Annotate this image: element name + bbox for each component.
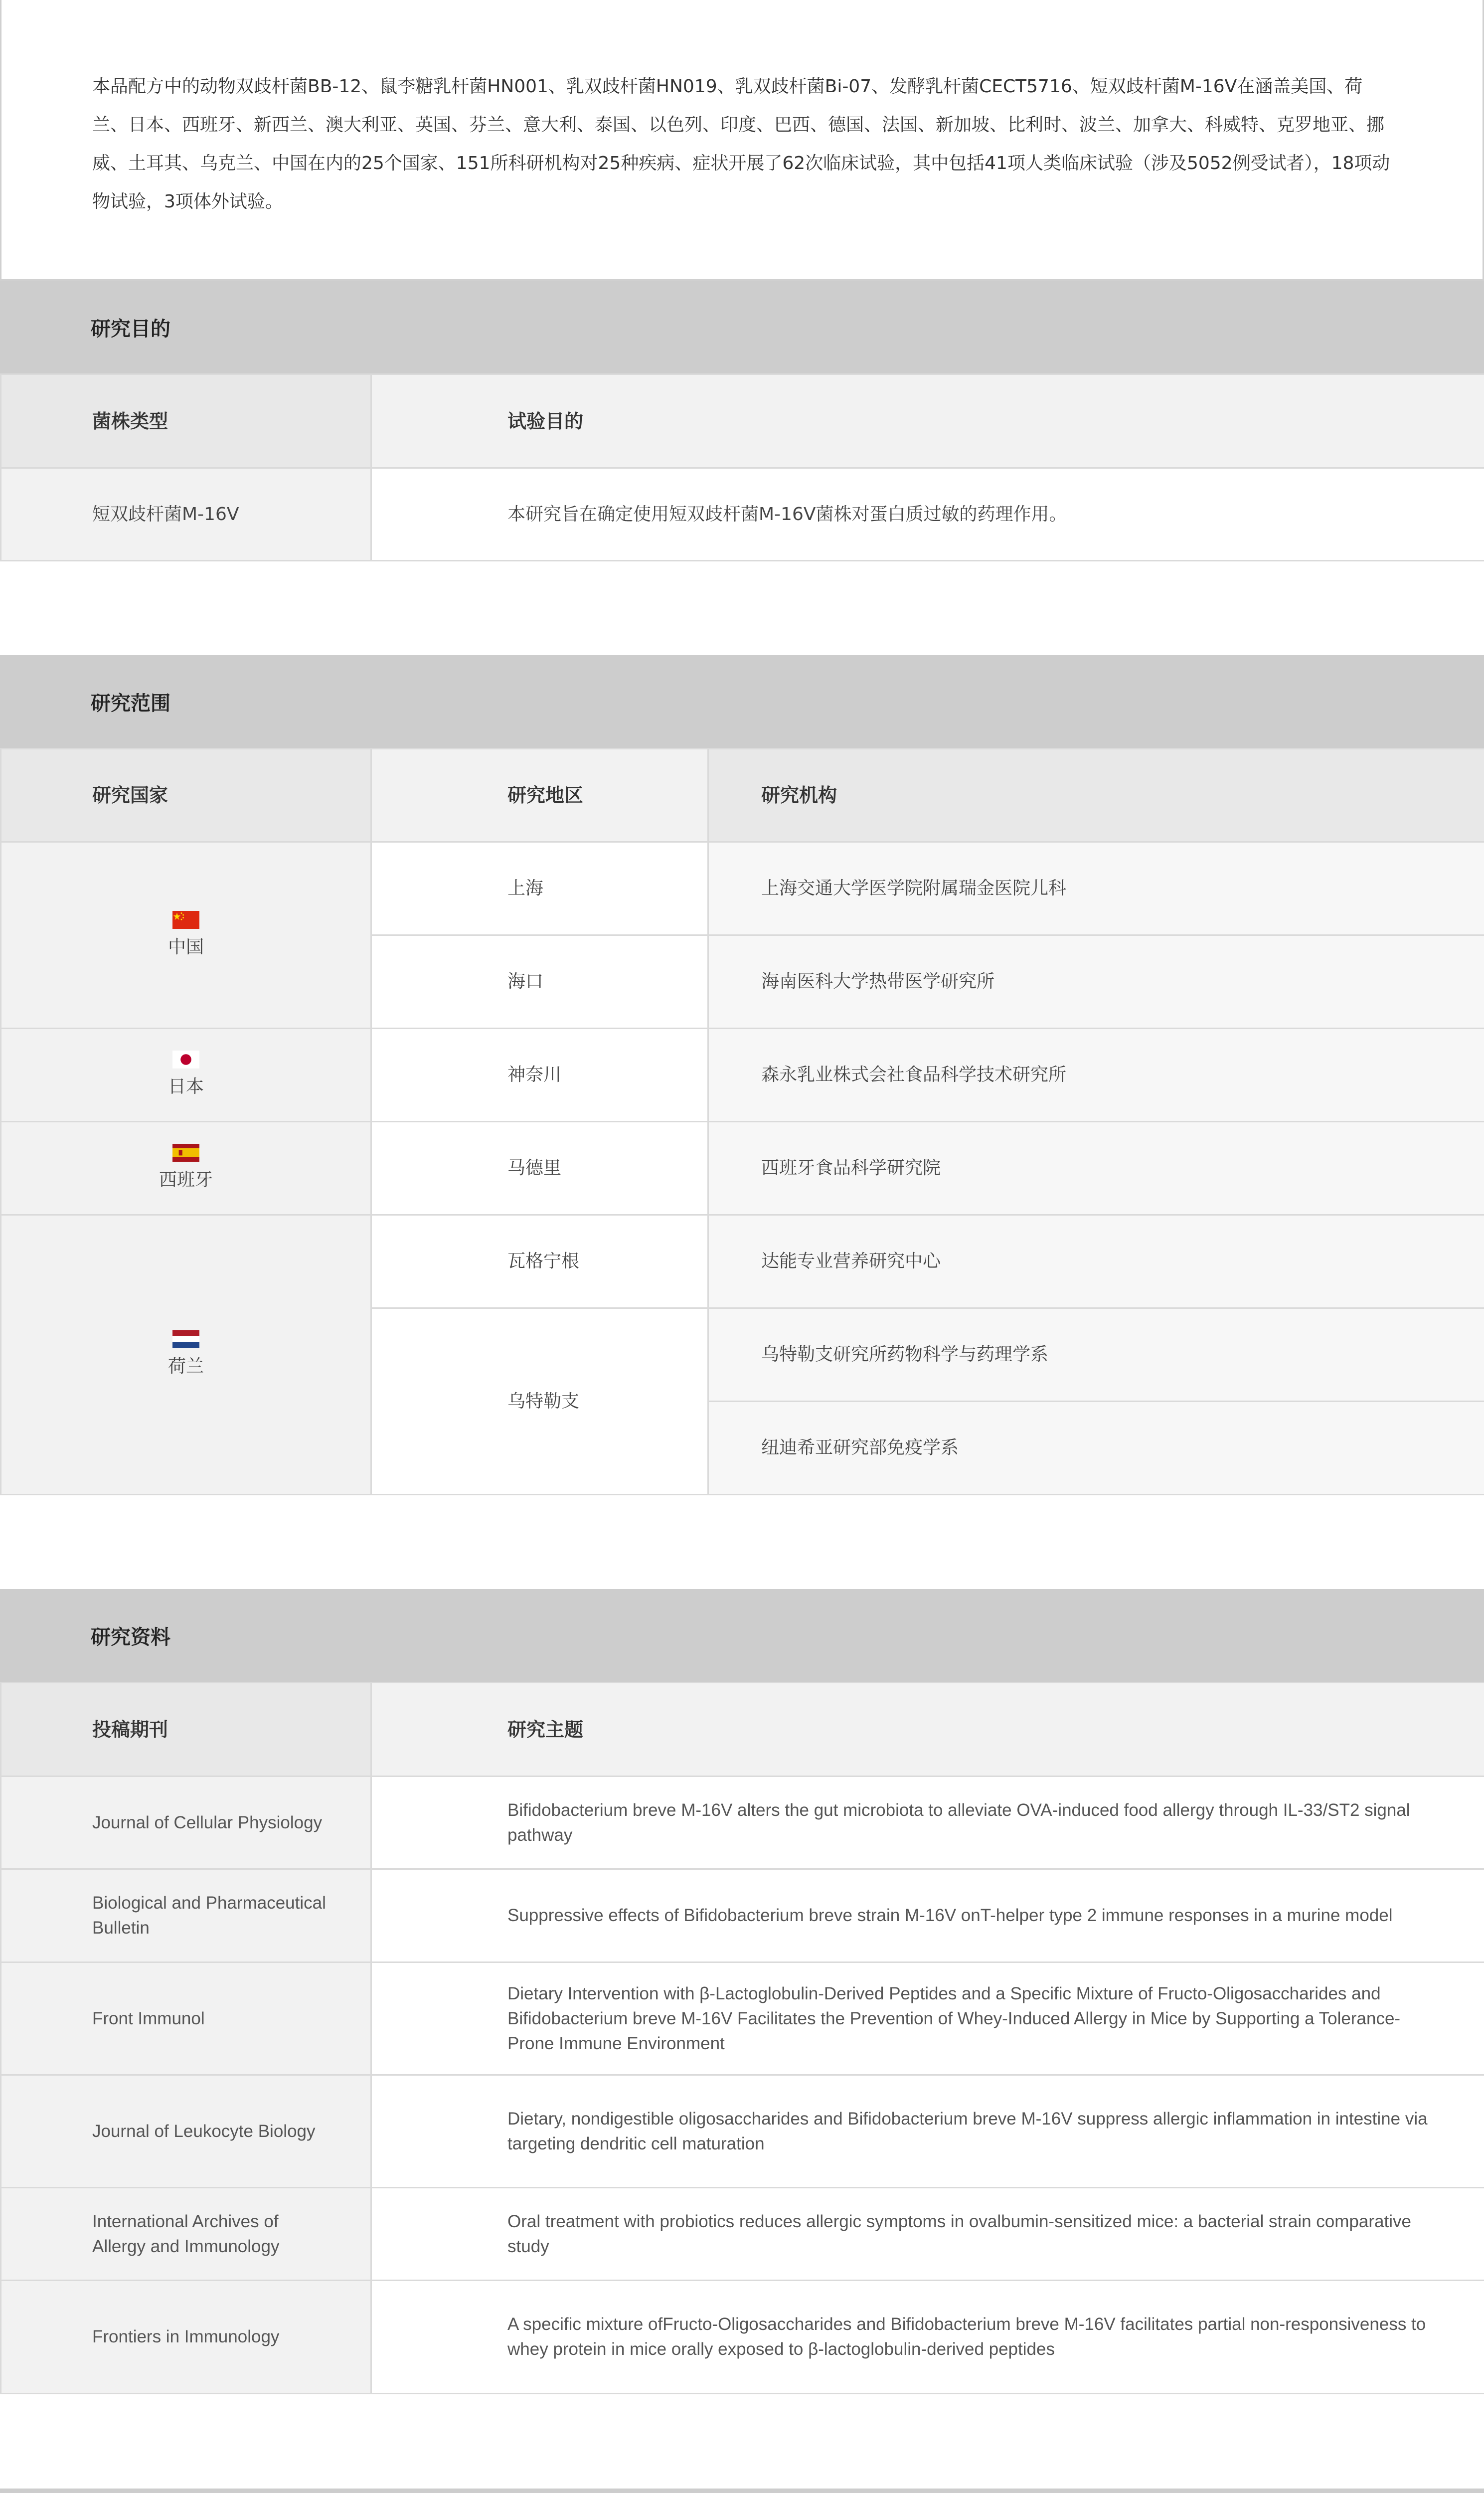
country-name: 西班牙 <box>159 1170 213 1190</box>
journal-name: Frontiers in Immunology <box>1 2281 371 2394</box>
scope-table <box>0 748 1484 1495</box>
materials-title: 研究资料 <box>0 1589 1484 1682</box>
region-haikou: 海口 <box>371 935 708 1029</box>
scope-col-country: 研究国家 <box>1 749 371 842</box>
scope-title: 研究范围 <box>0 655 1484 748</box>
materials-section <box>0 1589 1484 2394</box>
table-row <box>1 2281 1484 2394</box>
institution-utrecht-pharma: 乌特勒支研究所药物科学与药理学系 <box>708 1308 1484 1402</box>
purpose-table <box>0 373 1484 561</box>
scope-section <box>0 655 1484 1495</box>
materials-col-journal: 投稿期刊 <box>1 1683 371 1777</box>
region-shanghai: 上海 <box>371 842 708 935</box>
sample-title <box>0 2489 1484 2493</box>
institution-hainan: 海南医科大学热带医学研究所 <box>708 935 1484 1029</box>
table-row <box>1 1777 1484 1869</box>
table-row <box>1 2075 1484 2188</box>
purpose-section <box>0 281 1484 561</box>
journal-name: Journal of Cellular Physiology <box>1 1777 371 1869</box>
institution-nutricia: 纽迪希亚研究部免疫学系 <box>708 1402 1484 1495</box>
country-china <box>1 842 371 1029</box>
country-name: 荷兰 <box>167 1356 204 1377</box>
purpose-strain: 短双歧杆菌M-16V <box>1 468 371 561</box>
table-row <box>1 1869 1484 1962</box>
scope-col-region: 研究地区 <box>371 749 708 842</box>
purpose-title: 研究目的 <box>0 281 1484 373</box>
study-topic: A specific mixture ofFructo-Oligosaccharides and Bifidobacterium breve M-16V facilitates partial non-responsiveness to whey protein in mice orally exposed to β-lactoglobulin-derived peptides <box>371 2281 1484 2394</box>
study-topic: Dietary Intervention with β-Lactoglobulin-Derived Peptides and a Specific Mixture of Fructo-Oligosaccharides and Bifidobacterium breve M-16V Facilitates the Prevention of Whey-Induced Allergy in Mice by Supporting a Tolerance-Prone Immune Environment <box>371 1962 1484 2075</box>
country-name: 日本 <box>167 1076 204 1097</box>
journal-name: Front Immunol <box>1 1962 371 2075</box>
intro-panel <box>0 0 1484 281</box>
journal-name: International Archives of Allergy and Immunology <box>1 2188 371 2281</box>
region-wageningen: 瓦格宁根 <box>371 1215 708 1308</box>
purpose-col-strain: 菌株类型 <box>1 374 371 468</box>
netherlands-flag-icon <box>172 1330 199 1348</box>
purpose-goal: 本研究旨在确定使用短双歧杆菌M-16V菌株对蛋白质过敏的药理作用。 <box>371 468 1484 561</box>
purpose-col-goal: 试验目的 <box>371 374 1484 468</box>
study-topic: Oral treatment with probiotics reduces allergic symptoms in ovalbumin-sensitized mice: a bacterial strain comparative study <box>371 2188 1484 2281</box>
journal-name: Biological and Pharmaceutical Bulletin <box>1 1869 371 1962</box>
materials-col-topic: 研究主题 <box>371 1683 1484 1777</box>
sample-section <box>0 2489 1484 2493</box>
study-topic: Suppressive effects of Bifidobacterium breve strain M-16V onT-helper type 2 immune responses in a murine model <box>371 1869 1484 1962</box>
region-kanagawa: 神奈川 <box>371 1029 708 1122</box>
institution-morinaga: 森永乳业株式会社食品科学技术研究所 <box>708 1029 1484 1122</box>
country-name: 中国 <box>167 936 204 957</box>
spain-flag-icon <box>172 1144 199 1162</box>
china-flag-icon <box>172 911 199 929</box>
scope-col-institution: 研究机构 <box>708 749 1484 842</box>
institution-spain-food: 西班牙食品科学研究院 <box>708 1122 1484 1215</box>
intro-text: 本品配方中的动物双歧杆菌BB-12、鼠李糖乳杆菌HN001、乳双歧杆菌HN019、乳双歧杆菌Bi-07、发酵乳杆菌CECT5716、短双歧杆菌M-16V在涵盖美国、荷兰、日本、西班牙、新西兰、澳大利亚、英国、芬兰、意大利、泰国、以色列、印度、巴西、德国、法国、新加坡、比利时、波兰、加拿大、科威特、克罗地亚、挪威、土耳其、乌克兰、中国在内的25个国家、151所科研机构对25种疾病、症状开展了62次临床试验，其中包括41项人类临床试验（涉及5052例受试者），18项动物试验，3项体外试验。 <box>92 76 1390 212</box>
table-row <box>1 1962 1484 2075</box>
study-topic: Dietary, nondigestible oligosaccharides and Bifidobacterium breve M-16V suppress allergic inflammation in intestine via targeting dendritic cell maturation <box>371 2075 1484 2188</box>
country-spain <box>1 1122 371 1215</box>
table-row <box>1 2188 1484 2281</box>
region-madrid: 马德里 <box>371 1122 708 1215</box>
japan-flag-icon <box>172 1051 199 1068</box>
country-netherlands <box>1 1215 371 1495</box>
study-topic: Bifidobacterium breve M-16V alters the gut microbiota to alleviate OVA-induced food allergy through IL-33/ST2 signal pathway <box>371 1777 1484 1869</box>
country-japan <box>1 1029 371 1122</box>
journal-name: Journal of Leukocyte Biology <box>1 2075 371 2188</box>
institution-danone: 达能专业营养研究中心 <box>708 1215 1484 1308</box>
institution-ruijin: 上海交通大学医学院附属瑞金医院儿科 <box>708 842 1484 935</box>
materials-table <box>0 1682 1484 2394</box>
region-utrecht: 乌特勒支 <box>371 1308 708 1495</box>
